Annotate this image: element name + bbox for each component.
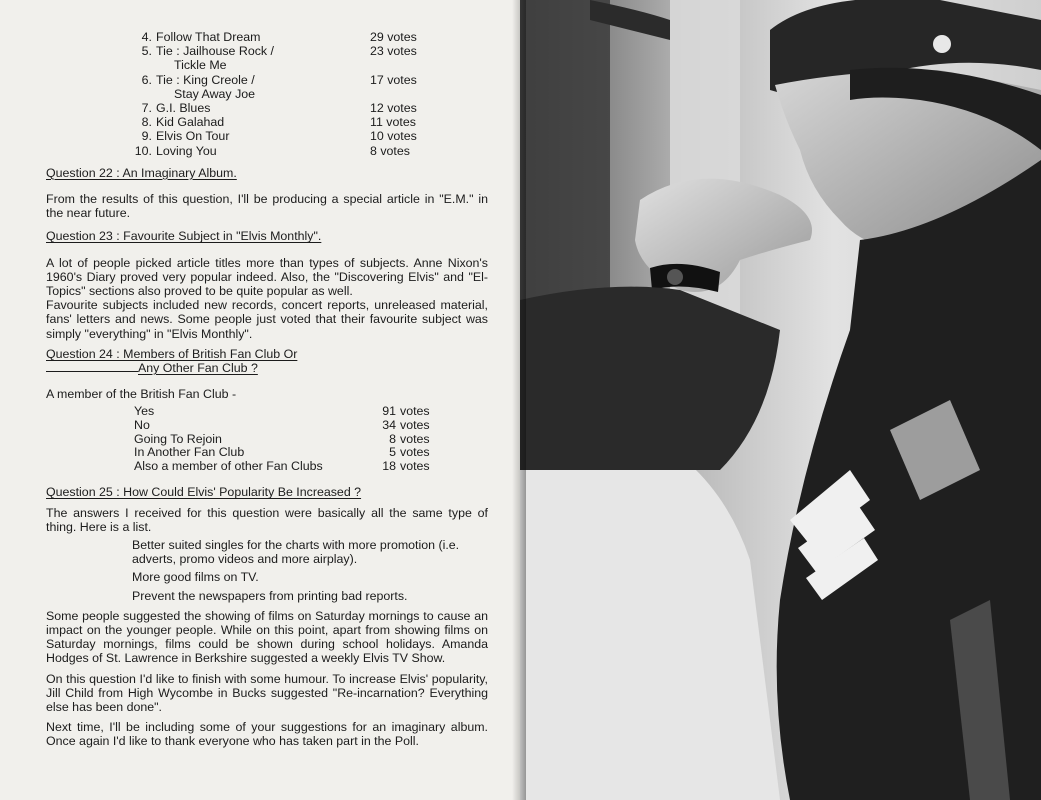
suggestion-item: Prevent the newspapers from printing bad reports. (132, 588, 408, 603)
suggestion-list (132, 538, 488, 603)
film-title (156, 30, 370, 44)
fan-club-unit: votes (400, 404, 430, 419)
watch-face (667, 269, 683, 285)
fan-club-unit: votes (400, 431, 430, 446)
fan-club-label: Also a member of other Fan Clubs (134, 458, 323, 473)
film-votes: 23 votes (370, 44, 417, 59)
film-rank: 8. (141, 115, 152, 130)
question-25-para-2: On this question I'd like to finish with some humour. To increase Elvis' popularity, Jill Child from High Wycombe in Bucks suggested "Re-incarnation? Everything else has been done". (46, 671, 488, 715)
question-24-underline (46, 361, 138, 372)
film-title (156, 144, 370, 158)
film-votes: 12 votes (370, 101, 417, 116)
question-23-heading: Question 23 : Favourite Subject in "Elvis Monthly". (46, 229, 322, 244)
film-vote-row (132, 101, 417, 115)
film-title (156, 129, 370, 143)
film-rank: 9. (141, 129, 152, 144)
fan-club-row (134, 419, 430, 433)
cap-button (933, 35, 951, 53)
question-22-text: From the results of this question, I'll be producing a special article in "E.M." in the near future. (46, 192, 488, 221)
fan-club-label: No (134, 418, 150, 433)
question-24-heading-line2: Any Other Fan Club ? (138, 361, 258, 376)
film-title-line: Tickle Me (174, 58, 227, 73)
film-vote-row (132, 44, 417, 72)
fan-club-count: 8 (389, 431, 396, 446)
left-page (0, 0, 520, 800)
soldier-photo (520, 0, 1041, 800)
film-title (156, 73, 370, 101)
question-23-text-1: A lot of people picked article titles more than types of subjects. Anne Nixon's 1960's Diary proved very popular indeed. Also, the "Discovering Elvis" and "El-Topics" sections also proved to be quite popular as well. (46, 255, 488, 299)
film-title-line: Kid Galahad (156, 115, 225, 130)
film-votes: 17 votes (370, 72, 417, 87)
film-rank: 5. (141, 44, 152, 59)
fan-club-unit: votes (400, 458, 430, 473)
film-votes-list (132, 30, 417, 158)
film-vote-row (132, 73, 417, 101)
film-title-line: Tie : King Creole / (156, 72, 255, 87)
fan-club-count: 91 (382, 404, 396, 419)
film-title (156, 44, 370, 72)
fan-club-row (134, 446, 430, 460)
question-25-heading: Question 25 : How Could Elvis' Popularity Be Increased ? (46, 485, 362, 500)
question-25-para-1: Some people suggested the showing of films on Saturday mornings to cause an impact on the younger people. While on this point, apart from showing films on Saturday mornings, films could be shown during school holidays. Amanda Hodges of St. Lawrence in Berkshire suggested a weekly Elvis TV Show. (46, 608, 488, 666)
right-page-photo (520, 0, 1041, 800)
film-title-line: Elvis On Tour (156, 129, 230, 144)
film-title-line: Follow That Dream (156, 30, 261, 44)
suggestion-item: More good films on TV. (132, 570, 259, 585)
question-25-para-3: Next time, I'll be including some of your suggestions for an imaginary album. Once again I'd like to thank everyone who has taken part in the Poll. (46, 720, 488, 749)
question-22-heading: Question 22 : An Imaginary Album. (46, 165, 237, 180)
film-rank: 6. (141, 72, 152, 87)
film-rank: 10. (134, 143, 152, 158)
film-rank: 4. (141, 30, 152, 44)
film-title-line: Loving You (156, 143, 217, 158)
fan-club-label: Yes (134, 404, 155, 419)
film-title-line: Stay Away Joe (174, 86, 256, 101)
film-votes: 11 votes (370, 115, 416, 130)
question-24-heading-line1: Question 24 : Members of British Fan Club Or (46, 346, 298, 361)
question-24-heading (46, 347, 488, 375)
fan-club-label: Going To Rejoin (134, 431, 222, 446)
fan-club-count: 5 (389, 445, 396, 460)
fan-club-unit: votes (400, 445, 430, 460)
fan-club-count: 18 (382, 458, 396, 473)
question-24-intro: A member of the British Fan Club - (46, 387, 237, 402)
film-title (156, 101, 370, 115)
film-title (156, 115, 370, 129)
question-25-intro: The answers I received for this question were basically all the same type of thing. Here is a list. (46, 505, 488, 534)
fan-club-unit: votes (400, 418, 430, 433)
poll-results-text (46, 30, 488, 749)
film-vote-row (132, 144, 417, 158)
fan-club-count: 34 (382, 418, 396, 433)
question-23-text-2: Favourite subjects included new records, concert reports, unreleased material, fans' letters and news. Some people just voted that their favourite subject was simply "everything" in "Elvis Monthly". (46, 298, 488, 341)
film-vote-row (132, 129, 417, 143)
film-title-line: Tie : Jailhouse Rock / (156, 44, 274, 59)
film-votes: 10 votes (370, 129, 417, 144)
film-votes: 8 votes (370, 143, 410, 158)
film-title-line: G.I. Blues (156, 101, 211, 116)
fan-club-label: In Another Fan Club (134, 445, 245, 460)
film-votes: 29 votes (370, 30, 417, 44)
film-vote-row (132, 115, 417, 129)
fan-club-row (134, 433, 430, 447)
suggestion-item: Better suited singles for the charts with more promotion (i.e. adverts, promo videos and more airplay). (132, 538, 460, 567)
fan-club-row (134, 405, 430, 419)
fan-club-row (134, 460, 430, 474)
fan-club-votes (134, 405, 430, 473)
film-rank: 7. (141, 101, 152, 116)
film-vote-row (132, 30, 417, 44)
